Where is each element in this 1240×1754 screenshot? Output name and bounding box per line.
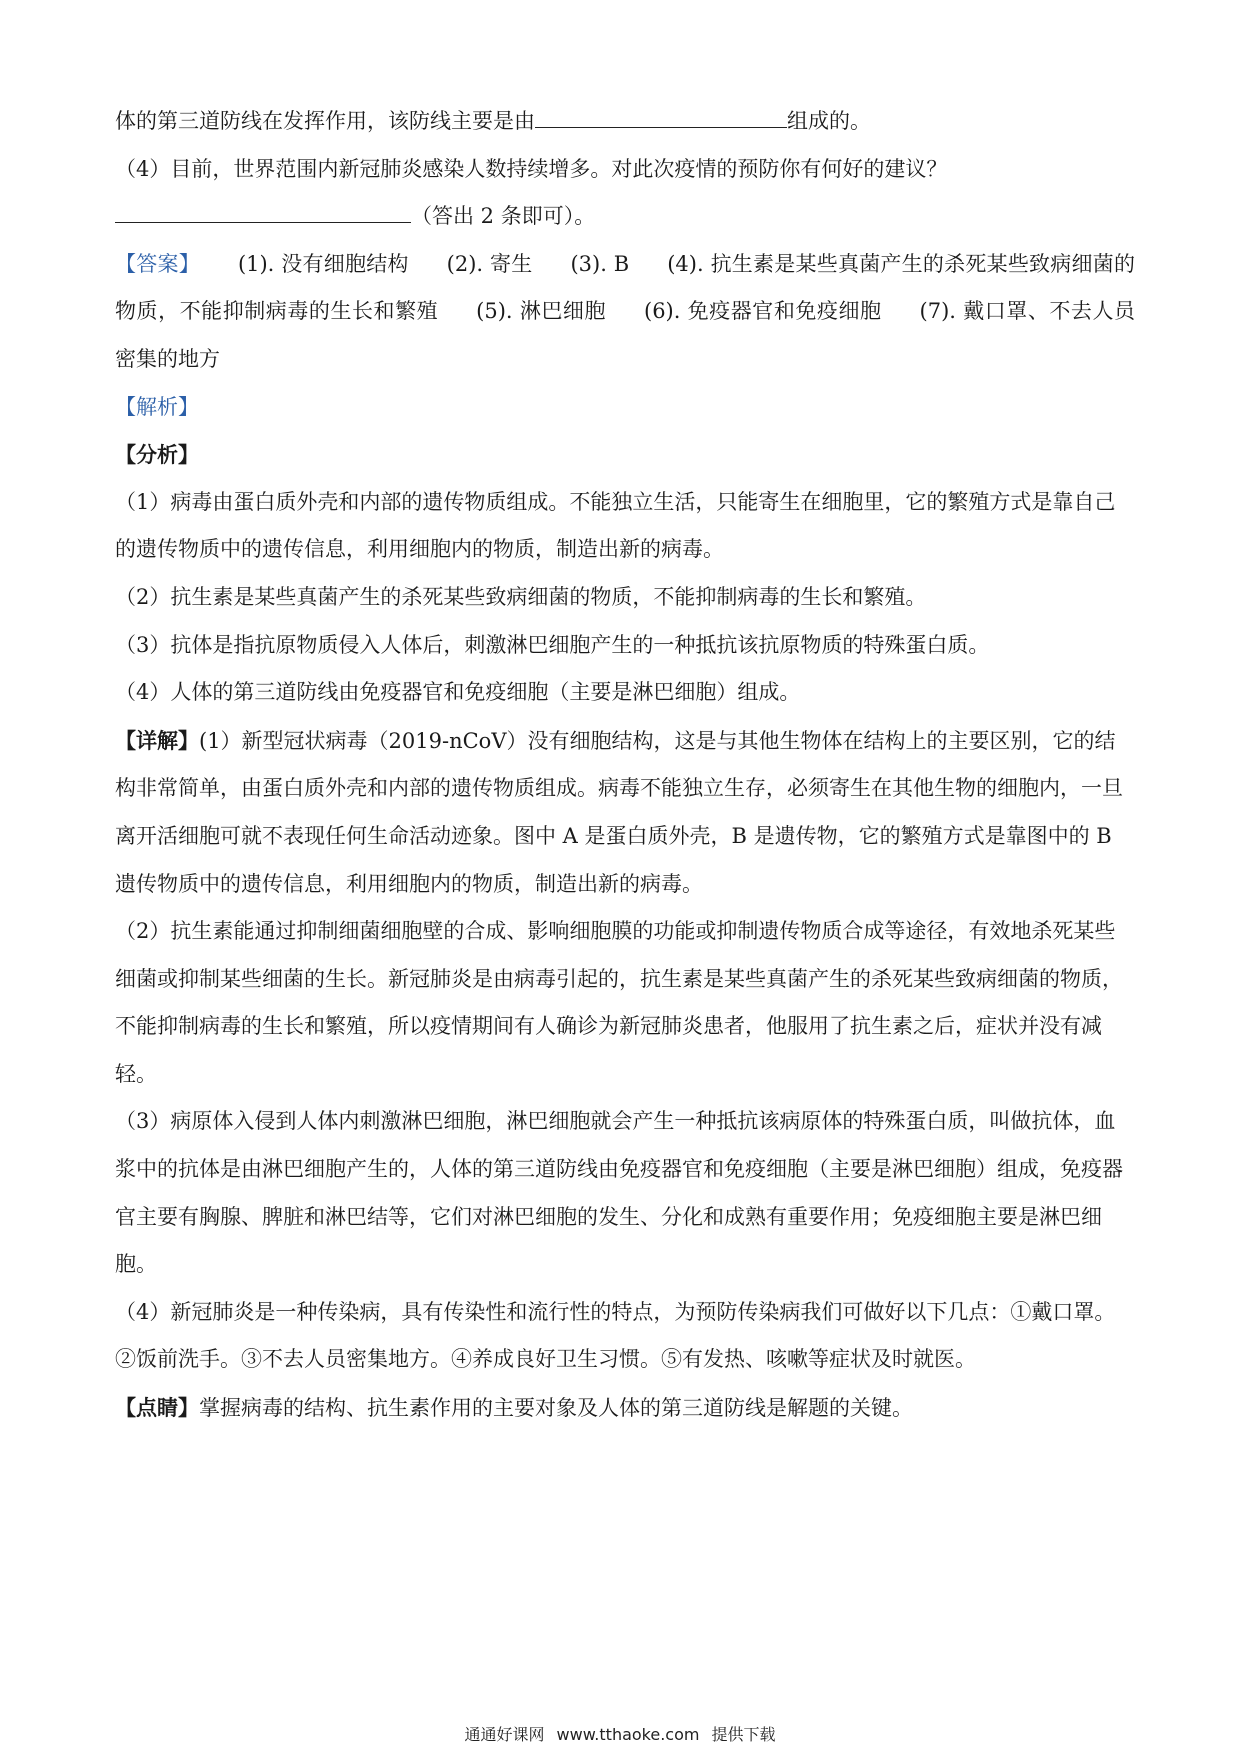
fenxi-label: 【分析】: [115, 442, 199, 468]
answer-item-6: (6). 免疫器官和免疫细胞: [644, 299, 882, 324]
answer-label: 【答案】: [115, 251, 200, 276]
xiangjie-label: 【详解】: [115, 727, 199, 753]
analysis-label: 【解析】: [115, 394, 199, 419]
answer-item-1: (1). 没有细胞结构: [237, 251, 409, 276]
footer-url[interactable]: www.tthaoke.com: [556, 1725, 700, 1744]
dianjing-label: 【点睛】: [115, 1395, 199, 1421]
footer-site: 通通好课网: [464, 1725, 545, 1744]
dianjing-paragraph: 【点睛】掌握病毒的结构、抗生素作用的主要对象及人体的第三道防线是解题的关键。: [115, 1395, 913, 1421]
xiangjie-paragraph-4: （4）新冠肺炎是一种传染病，具有传染性和流行性的特点，为预防传染病我们可做好以下几点：①戴口罩。②饭前洗手。③不去人员密集地方。④养成良好卫生习惯。⑤有发热、咳嗽等症状及时就医。: [115, 1299, 1116, 1372]
answer-item-2: (2). 寄生: [446, 251, 533, 276]
fenxi-paragraph-4: （4）人体的第三道防线由免疫器官和免疫细胞（主要是淋巴细胞）组成。: [115, 680, 801, 705]
page-footer: [0, 1722, 1240, 1745]
xiangjie-paragraph-3: （3）病原体入侵到人体内刺激淋巴细胞，淋巴细胞就会产生一种抵抗该病原体的特殊蛋白质，叫做抗体，血浆中的抗体是由淋巴细胞产生的，人体的第三道防线由免疫器官和免疫细胞（主要是淋巴细胞）组成，免疫器官主要有胸腺、脾脏和淋巴结等，它们对淋巴细胞的发生、分化和成熟有重要作用；免疫细胞主要是淋巴细胞。: [115, 1109, 1123, 1277]
answer-item-5: (5). 淋巴细胞: [476, 299, 606, 324]
answer-item-4: (4). 抗生素是某些真菌产生的杀死某些致病细菌的物质，不能抑制病毒的生长和繁殖: [115, 251, 1135, 324]
fenxi-paragraph-1: （1）病毒由蛋白质外壳和内部的遗传物质组成。不能独立生活，只能寄生在细胞里，它的繁殖方式是靠自己的遗传物质中的遗传信息，利用细胞内的物质，制造出新的病毒。: [115, 489, 1116, 562]
document-body: [115, 98, 1135, 1433]
xiangjie-paragraph-2: （2）抗生素能通过抑制细菌细胞壁的合成、影响细胞膜的功能或抑制遗传物质合成等途径，有效地杀死某些细菌或抑制某些细菌的生长。新冠肺炎是由病毒引起的，抗生素是某些真菌产生的杀死某些致病细菌的物质，不能抑制病毒的生长和繁殖，所以疫情期间有人确诊为新冠肺炎患者，他服用了抗生素之后，症状并没有减轻。: [115, 919, 1123, 1086]
answer-item-7: (7). 戴口罩、不去人员密集的地方: [115, 299, 1135, 371]
answer-item-3: (3). B: [570, 251, 630, 276]
q4-answer-line: （答出 2 条即可）。: [115, 193, 1135, 241]
q3-continuation: 体的第三道防线在发挥作用，该防线主要是由 组成的。: [115, 98, 1135, 146]
answer-section: [115, 241, 1135, 384]
answer-blank-q3[interactable]: [535, 105, 787, 128]
footer-suffix: 提供下载: [711, 1725, 776, 1744]
fenxi-paragraph-2: （2）抗生素是某些真菌产生的杀死某些致病细菌的物质，不能抑制病毒的生长和繁殖。: [115, 584, 927, 609]
xiangjie-paragraph-1: 【详解】(1）新型冠状病毒（2019-nCoV）没有细胞结构，这是与其他生物体在结构上的主要区别，它的结构非常简单，由蛋白质外壳和内部的遗传物质组成。病毒不能独立生存，必须寄生在其他生物的细胞内，一旦离开活细胞可就不表现任何生命活动迹象。图中 A 是蛋白质外壳，B 是遗传物，它的繁殖方式是靠图中的 B 遗传物质中的遗传信息，利用细胞内的物质，制造出新的病毒。: [115, 727, 1123, 896]
q4-question: （4）目前，世界范围内新冠肺炎感染人数持续增多。对此次疫情的预防你有何好的建议？: [115, 156, 948, 181]
answer-blank-q4[interactable]: [115, 200, 411, 223]
fenxi-paragraph-3: （3）抗体是指抗原物质侵入人体后，刺激淋巴细胞产生的一种抵抗该抗原物质的特殊蛋白质。: [115, 632, 990, 657]
